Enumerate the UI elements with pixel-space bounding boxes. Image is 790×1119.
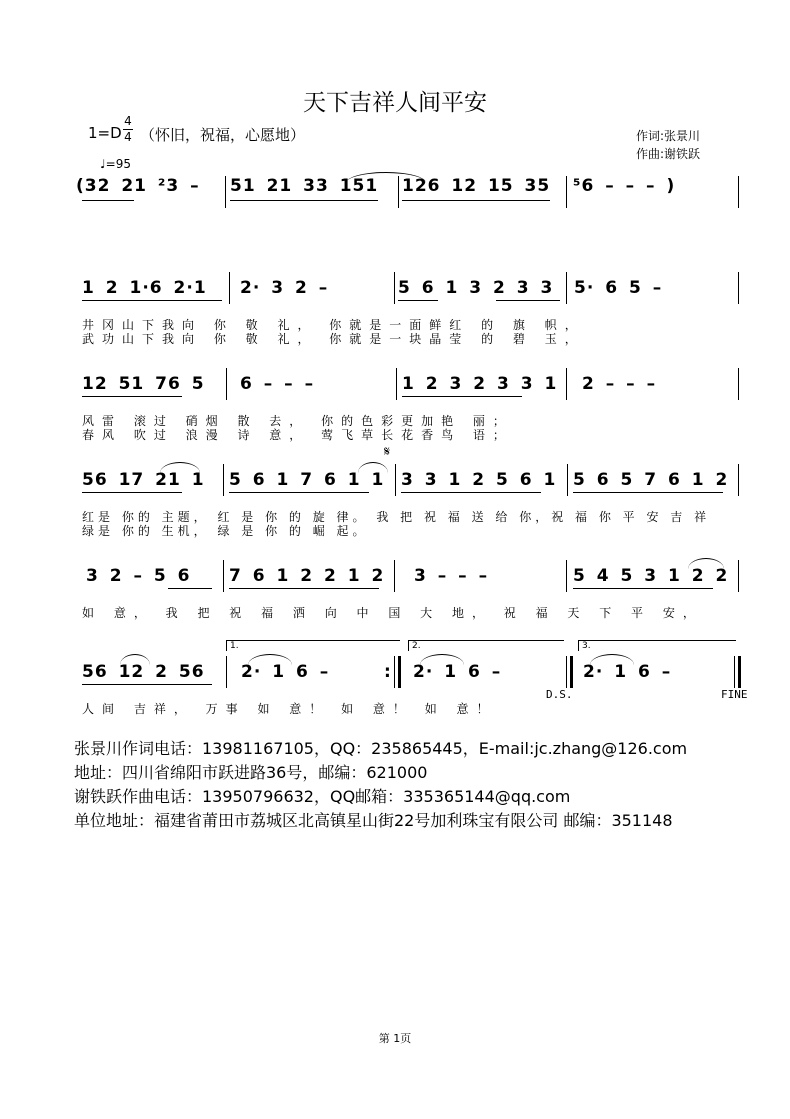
measure: 2· 3 2 – (240, 278, 329, 298)
measure: 6 – – – (240, 374, 315, 394)
lyric-line: 绿是 你的 生机， 绿 是 你 的 崛 起。 (82, 524, 369, 538)
page-title: 天下吉祥人间平安 (303, 90, 487, 116)
staff-row-4 (76, 444, 744, 550)
measure: 2· 1 6 – (413, 662, 502, 682)
expression-marking: （怀旧，祝福，心愿地） (140, 126, 306, 144)
key-signature: 1=D (88, 124, 122, 142)
lyric-line: 人间 吉祥， 万事 如 意！ 如 意！ 如 意！ (82, 702, 497, 716)
volta-3: 3. (578, 640, 736, 651)
lyricist-contact: 张景川作词电话：13981167105，QQ：235865445，E-mail:jc.zhang@126.com (74, 739, 688, 758)
lyric-line: 武功山下我向 你 敬 礼， 你就是一块晶莹 的 碧 玉， (82, 332, 585, 346)
time-denominator: 4 (124, 130, 132, 144)
lyric-line: 红是 你的 主题， 红 是 你 的 旋 律。 我 把 祝 福 送 给 你，祝 福 你 平 安 吉 祥 (82, 510, 711, 524)
staff-row-6 (76, 641, 748, 722)
composer-contact: 谢铁跃作曲电话：13950796632，QQ邮箱：335365144@qq.com (74, 787, 571, 806)
measure: 56 12 2 56 (82, 662, 205, 682)
measure: 3 – – – (414, 566, 489, 586)
composer-credit: 作曲:谢铁跃 (636, 147, 701, 161)
measure: 56 17 21 1 (82, 470, 205, 490)
lyric-line: 井冈山下我向 你 敬 礼， 你就是一面鲜红 的 旗 帜， (82, 318, 585, 332)
volta-2: 2. (408, 640, 564, 651)
lyric-line: 风雷 滚过 硝烟 散 去， 你的色彩更加艳 丽； (82, 414, 513, 428)
staff-row-1 (76, 176, 744, 216)
tempo-marking: ♩=95 (100, 157, 131, 171)
measure: 2· 1 6 – (583, 662, 672, 682)
composer-address: 单位地址：福建省莆田市荔城区北高镇星山街22号加利珠宝有限公司 邮编：351148 (74, 811, 673, 830)
measure: 12 51 76 5 (82, 374, 205, 394)
measure: 2· 1 6 – (241, 662, 330, 682)
measure: (32 21 ²3 – (76, 176, 200, 196)
measure: 51 21 33 151 (230, 176, 379, 196)
lyric-line: 春风 吹过 浪漫 诗 意， 莺飞草长花香鸟 语； (82, 428, 513, 442)
fine-marking: FINE (721, 688, 748, 701)
measure: 5 6 5 7 6 1 2 (573, 470, 729, 490)
measure: 3 2 – 5 6 (86, 566, 191, 586)
measure: 5 4 5 3 1 2 2 (573, 566, 729, 586)
measure: ⁵6 – – – ) (573, 176, 676, 196)
ds-marking: D.S. (546, 688, 573, 701)
repeat-sign: : (384, 662, 391, 682)
time-signature (123, 115, 133, 144)
staff-row-5 (76, 566, 744, 626)
measure: 7 6 1 2 2 1 2 (229, 566, 385, 586)
measure: 1 2 1·6 2·1 (82, 278, 207, 298)
staff-row-2 (76, 278, 744, 358)
staff-row-3 (76, 374, 744, 454)
time-numerator: 4 (124, 114, 132, 128)
measure: 5 6 1 3 2 3 3 (398, 278, 554, 298)
measure: 5 6 1 7 6 1 1 (229, 470, 385, 490)
lyricist-address: 地址：四川省绵阳市跃进路36号，邮编：621000 (74, 763, 428, 782)
measure: 5· 6 5 – (574, 278, 663, 298)
measure: 3 3 1 2 5 6 1 (401, 470, 557, 490)
measure: 2 – – – (582, 374, 657, 394)
volta-1: 1. (226, 640, 400, 651)
lyricist-credit: 作词:张景川 (636, 129, 701, 143)
measure: 1 2 3 2 3 3 1 (402, 374, 558, 394)
measure: 126 12 15 35 (402, 176, 551, 196)
lyric-line: 如 意， 我 把 祝 福 洒 向 中 国 大 地， 祝 福 天 下 平 安， (82, 606, 703, 620)
segno-icon: 𝄋 (384, 444, 391, 460)
page-number: 第 1页 (378, 1032, 412, 1045)
